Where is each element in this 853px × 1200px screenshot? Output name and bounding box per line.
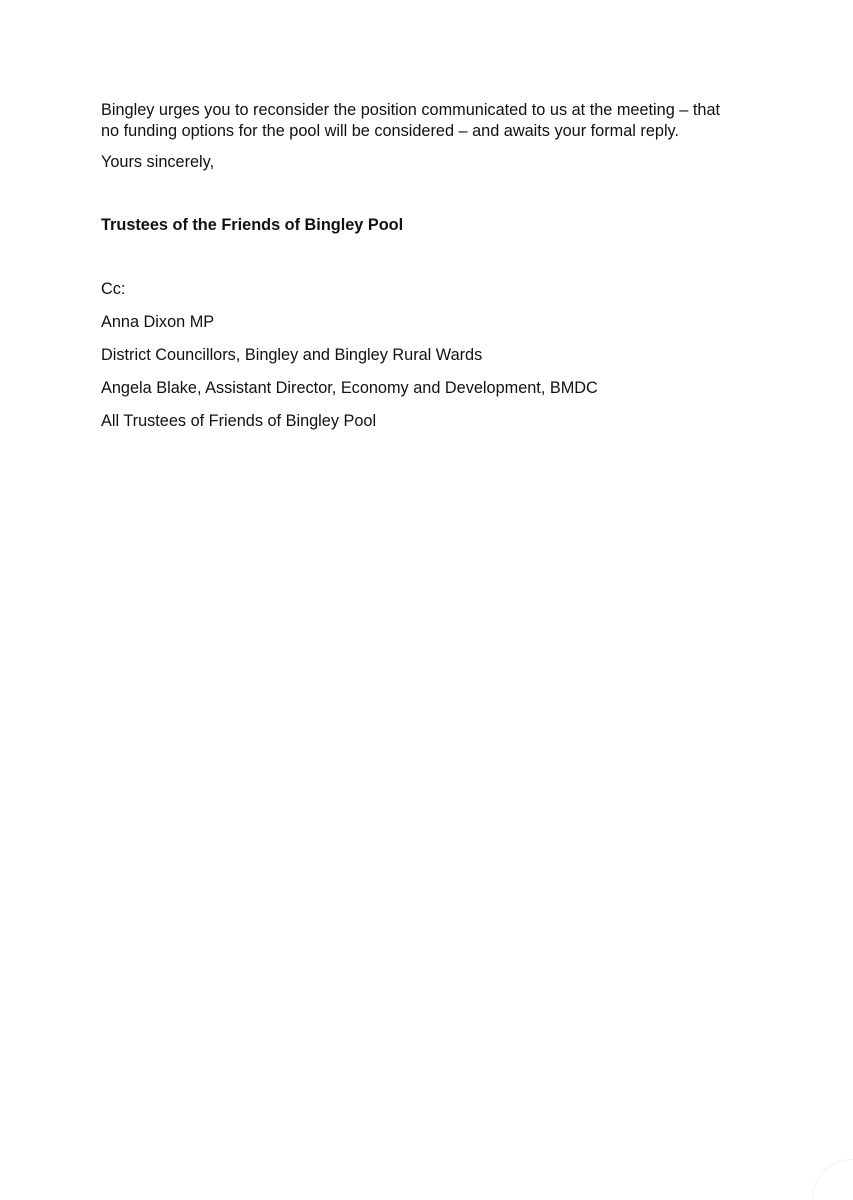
body-paragraph: Bingley urges you to reconsider the position communicated to us at the meeting – that no funding options for the pool will be considered – and awaits your formal reply. — [101, 101, 721, 140]
cc-recipient: Angela Blake, Assistant Director, Economy and Development, BMDC — [101, 379, 598, 397]
cc-recipient: District Councillors, Bingley and Bingley Rural Wards — [101, 346, 483, 364]
page-corner-curl — [812, 1159, 853, 1200]
cc-recipient-list — [101, 312, 741, 432]
letter-body — [101, 100, 741, 432]
cc-recipient: Anna Dixon MP — [101, 313, 215, 331]
signature-line: Trustees of the Friends of Bingley Pool — [101, 216, 404, 234]
cc-recipient: All Trustees of Friends of Bingley Pool — [101, 412, 377, 430]
cc-label: Cc: — [101, 280, 126, 298]
closing-line: Yours sincerely, — [101, 153, 215, 171]
